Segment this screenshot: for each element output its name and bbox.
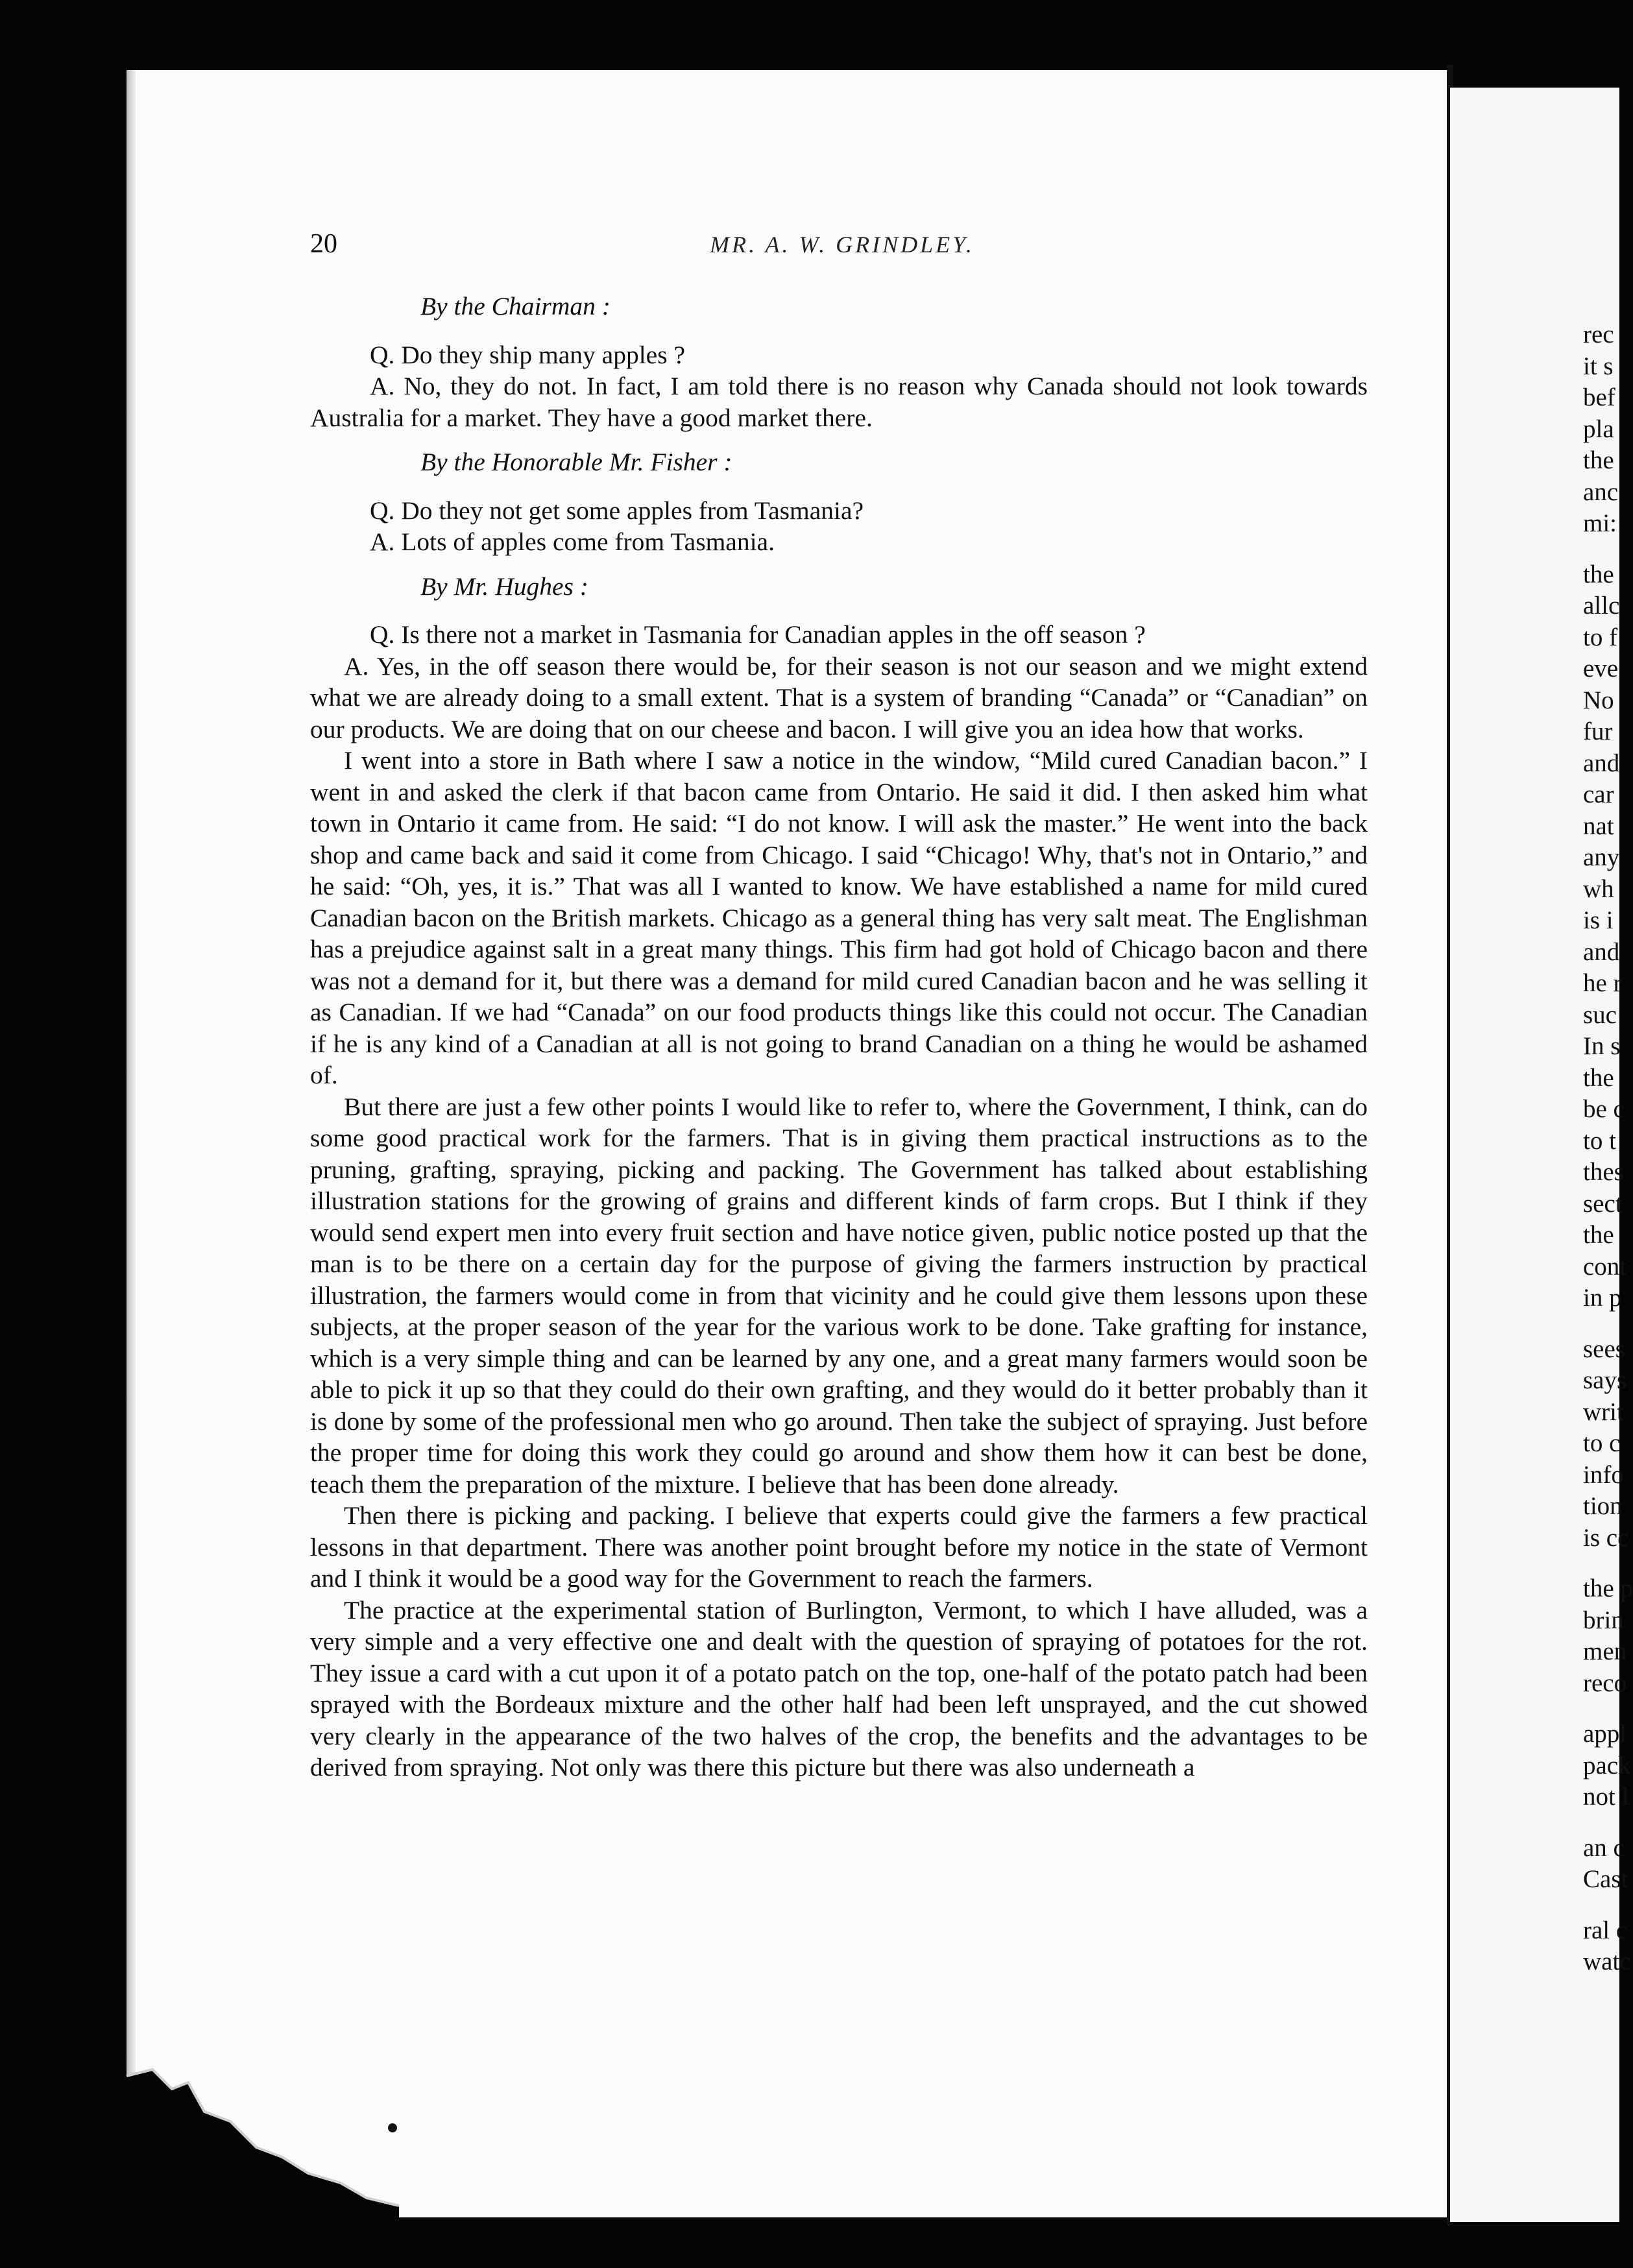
ink-spot xyxy=(388,2123,397,2132)
facing-page-fragment: info xyxy=(1583,1460,1624,1489)
torn-page-corner xyxy=(127,2050,399,2219)
facing-page-fragment: it s xyxy=(1583,352,1614,380)
facing-page-fragment: Cast xyxy=(1583,1865,1628,1893)
speaker-heading: By Mr. Hughes : xyxy=(420,572,588,601)
facing-page-fragment: sees xyxy=(1583,1334,1625,1363)
qa-line: A. Lots of apples come from Tasmania. xyxy=(370,527,775,556)
speaker-heading: By the Honorable Mr. Fisher : xyxy=(420,448,732,476)
speaker-heading: By the Chairman : xyxy=(420,292,611,320)
facing-page-fragment: thes xyxy=(1583,1158,1624,1186)
facing-page-fragment: pack xyxy=(1583,1751,1631,1779)
facing-page-fragment: reco xyxy=(1583,1669,1627,1697)
facing-page-fragment: eve xyxy=(1583,655,1619,682)
facing-page-fragment: mi: xyxy=(1583,509,1617,537)
qa-line: A. No, they do not. In fact, I am told there is no reason why Canada should not look towards Australia for a market. They have a good market there. xyxy=(310,372,1368,432)
facing-page-fragment: fur xyxy=(1583,718,1613,745)
facing-page-fragment: suc xyxy=(1583,1000,1617,1029)
qa-line: Q. Is there not a market in Tasmania for Canadian apples in the off season ? xyxy=(370,620,1146,649)
facing-page-fragment xyxy=(1583,1554,1622,1573)
facing-page-fragment: not l xyxy=(1583,1783,1629,1811)
facing-page-fragment: writ xyxy=(1583,1397,1624,1426)
facing-page-fragment: bef xyxy=(1583,383,1615,411)
facing-page-fragment: allc xyxy=(1583,592,1620,620)
paragraph: Then there is picking and packing. I believe that experts could give the farmers a few practical lessons in that department. There was another point brought before my notice in the state of Vermont and I think it would be a good way for the Government to reach the farmers. xyxy=(310,1501,1368,1593)
facing-page-fragment: brin xyxy=(1583,1606,1624,1634)
paragraph: A. Yes, in the off season there would be, for their season is not our season and we might extend what we are already doing to a small extent. That is a system of branding “Canada” or “Canadian” on our products. We are doing that on our cheese and bacon. I will give you an idea how that works. xyxy=(310,651,1368,743)
facing-page-fragment: an c xyxy=(1583,1833,1625,1862)
facing-page-fragment: pla xyxy=(1583,415,1614,443)
paragraph: I went into a store in Bath where I saw a notice in the window, “Mild cured Canadian bacon.” I went in and asked the clerk if that bacon came from Ontario. He said it did. I then asked him what town in Ontario it came from. He said: “I do not know. I will ask the master.” He went into the back shop and came back and said it come from Chicago. I said “Chicago! Why, that's not in Ontario,” and he said: “Oh, yes, it is.” That was all I wanted to know. We have established a name for mild cured Canadian bacon on the British markets. Chicago as a general thing has very salt meat. The Englishman has a prejudice against salt in a great many things. This firm had got hold of Chicago bacon and there was not a demand for it, but there was a demand for mild cured Canadian bacon and he was selling it as Canadian. If we had “Canada” on our food products things like this could not occur. The Canadian if he is any kind of a Canadian at all is not going to brand Canadian on a thing he would be ashamed of. xyxy=(310,746,1368,1089)
running-head: MR. A. W. GRINDLEY. xyxy=(710,232,974,258)
page-number: 20 xyxy=(310,229,337,259)
facing-page-fragment: No xyxy=(1583,686,1614,714)
qa-line: Q. Do they not get some apples from Tasmania? xyxy=(370,496,864,525)
facing-page-fragment: cont xyxy=(1583,1252,1627,1281)
facing-page-fragment: car xyxy=(1583,780,1614,808)
facing-page-fragment: men xyxy=(1583,1637,1627,1665)
facing-page-fragment: to t xyxy=(1583,1126,1616,1155)
facing-page-fragment xyxy=(1583,1699,1622,1719)
facing-page-fragment: he r xyxy=(1583,969,1622,997)
facing-page-fragment: and xyxy=(1583,749,1620,777)
facing-page-fragment xyxy=(1583,1314,1622,1334)
qa-line: Q. Do they ship many apples ? xyxy=(370,340,685,369)
facing-page-fragment: says xyxy=(1583,1366,1627,1394)
facing-page-text-fragments xyxy=(1583,319,1633,1978)
facing-page-fragment: is cc xyxy=(1583,1523,1629,1552)
facing-page-fragment: the xyxy=(1583,560,1614,588)
paragraph: The practice at the experimental station of Burlington, Vermont, to which I have alluded, was a very simple and a very effective one and dealt with the question of spraying of potatoes for the rot. They issue a card with a cut upon it of a potato patch on the top, one-half of the potato patch had been sprayed with the Bordeaux mixture and the other half had been left unsprayed, and the cut showed very clearly in the appearance of the two halves of the crop, the benefits and the advantages to be derived from spraying. Not only was there this picture but there was also underneath a xyxy=(310,1595,1368,1781)
facing-page-fragment: appl xyxy=(1583,1720,1627,1748)
facing-page-fragment: In s xyxy=(1583,1032,1621,1060)
facing-page-fragment: the p xyxy=(1583,1574,1633,1602)
facing-page-fragment: anc xyxy=(1583,477,1619,506)
facing-page-fragment xyxy=(1583,1813,1622,1833)
facing-page-fragment: the xyxy=(1583,446,1614,474)
facing-page-fragment: be c xyxy=(1583,1095,1625,1123)
facing-page-fragment: and xyxy=(1583,937,1620,966)
facing-page-fragment xyxy=(1583,540,1622,559)
facing-page-fragment: the xyxy=(1583,1063,1614,1092)
facing-page-fragment: any xyxy=(1583,843,1620,871)
facing-page-fragment: in p xyxy=(1583,1284,1622,1312)
facing-page-fragment: to c xyxy=(1583,1429,1621,1457)
facing-page-fragment: ral c xyxy=(1583,1916,1628,1944)
page-header xyxy=(310,228,1374,267)
facing-page-fragment: the xyxy=(1583,1221,1614,1249)
facing-page-fragment: sect xyxy=(1583,1189,1623,1218)
facing-page-fragment: is i xyxy=(1583,906,1614,934)
facing-page-fragment xyxy=(1583,1896,1622,1915)
page-edge xyxy=(127,70,136,2217)
facing-page-fragment: to f xyxy=(1583,623,1618,651)
facing-page-fragment: wh xyxy=(1583,875,1614,903)
facing-page-fragment: rec xyxy=(1583,320,1614,348)
paragraph: But there are just a few other points I would like to refer to, where the Government, I think, can do some good practical work for the farmers. That is in giving them practical instructions as to the pruning, grafting, spraying, picking and packing. The Government has talked about establishing illustration stations for the growing of grains and different kinds of farm crops. But I think if they would send expert men into every fruit section and have notice given, public notice posted up that the man is to be there on a certain day for the purpose of giving the farmers instruction by practical illustration, the farmers would come in from that vicinity and he could give them lessons upon these subjects, at the proper season of the year for the various work to be done. Take grafting for instance, which is a very simple thing and can be learned by any one, and a great many farmers would soon be able to pick it up so that they could do their own grafting, and they would do it better probably than it is done by some of the professional men who go around. Then take the subject of spraying. Just before the proper time for doing this work they could go around and show them how it can best be done, teach them the preparation of the mixture. I believe that has been done already. xyxy=(310,1092,1368,1499)
facing-page-fragment: nat xyxy=(1583,812,1614,840)
facing-page-fragment: tion xyxy=(1583,1492,1623,1520)
facing-page-fragment: watc xyxy=(1583,1948,1631,1975)
body-text xyxy=(310,291,1368,1783)
